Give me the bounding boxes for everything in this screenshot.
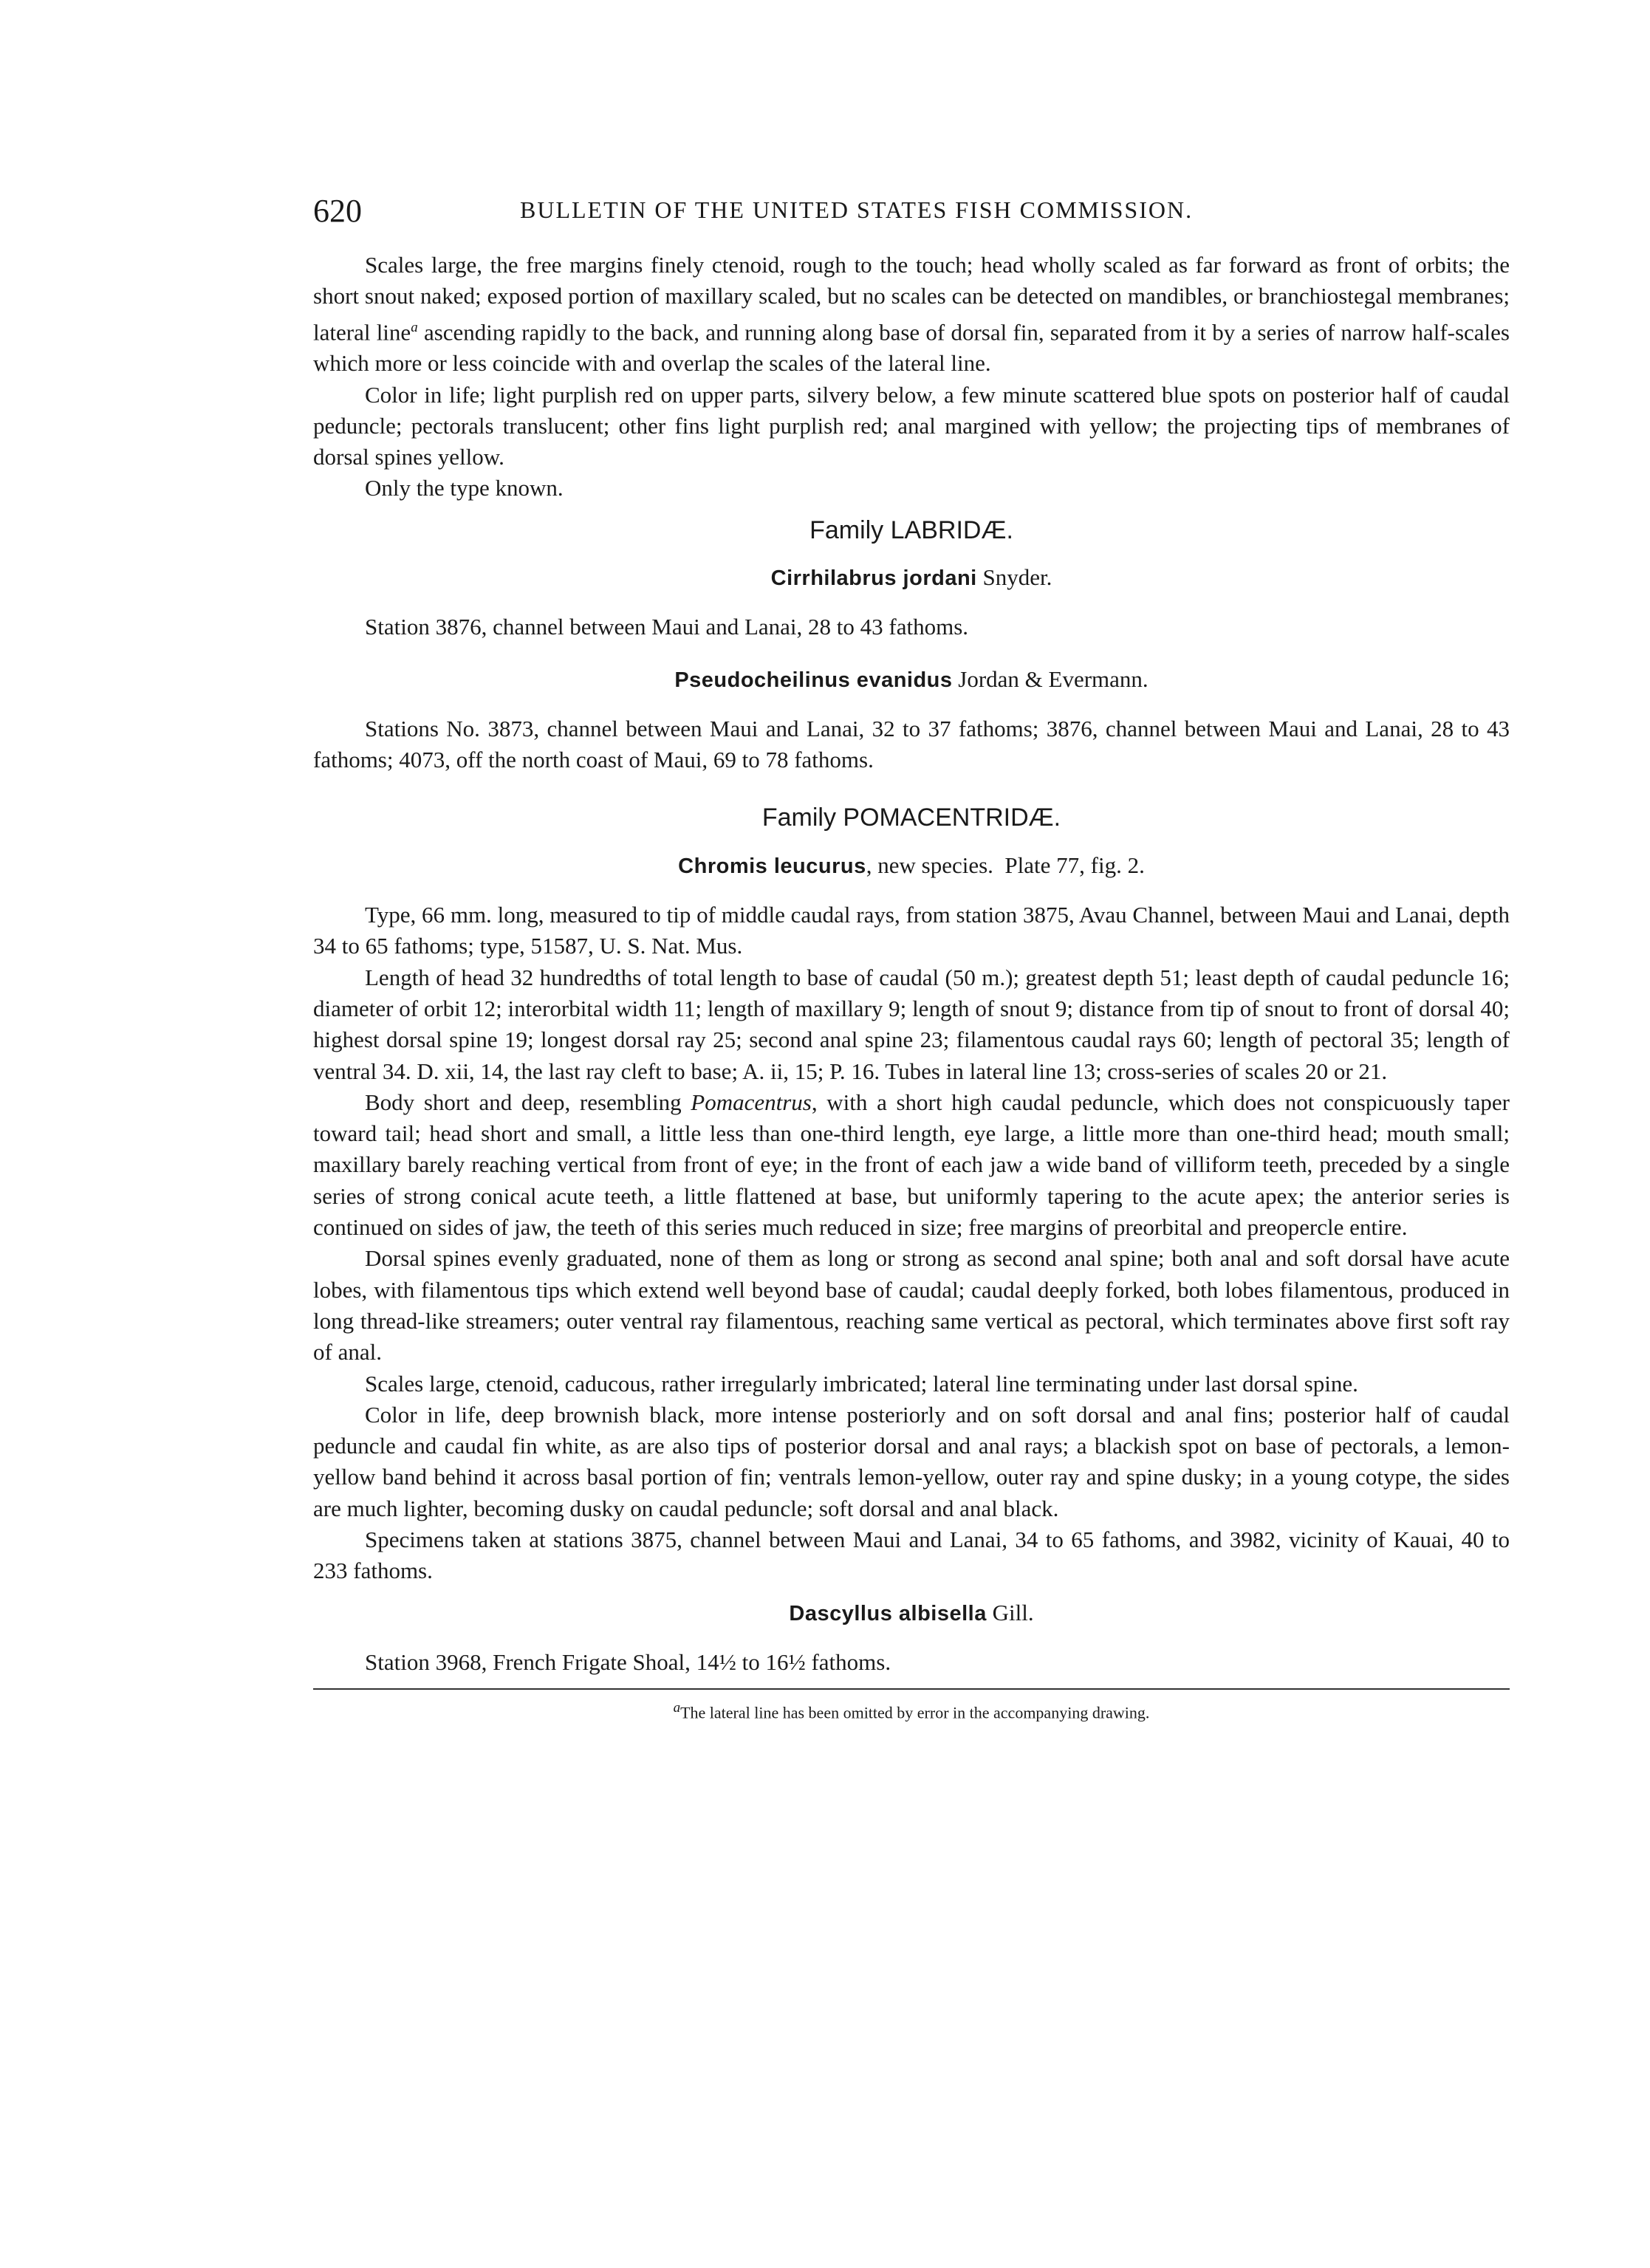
chromis-specimens-paragraph: Specimens taken at stations 3875, channel between Maui and Lanai, 34 to 65 fathoms, and 3982, vicinity of Kauai, 40 to 233 fathoms. <box>313 1527 1510 1584</box>
plate-reference: Plate 77, fig. 2. <box>1004 852 1145 878</box>
intro-text-rest: ascending rapidly to the back, and running along base of dorsal fin, separated from it by a series of narrow half-scales which more or less coincide with and overlap the scales of the lateral line. <box>313 318 1510 377</box>
chromis-color-paragraph: Color in life, deep brownish black, more intense posteriorly and on soft dorsal and anal fins; posterior half of caudal peduncle and caudal fin white, as are also tips of posterior dorsal and anal rays; a blackish spot on base of pectorals, a lemon-yellow band behind it across basal portion of fin; ventrals lemon-yellow, outer ray and spine dusky; in a young cotype, the sides are much lighter, becoming dusky on caudal peduncle; soft dorsal and anal black. <box>313 1401 1510 1521</box>
spacer <box>313 775 1510 792</box>
page-header <box>313 192 1510 236</box>
species-record: Stations No. 3873, channel between Maui and Lanai, 32 to 37 fathoms; 3876, channel between Maui and Lanai, 28 to 43 fathoms; 4073, off the north coast of Maui, 69 to 78 fathoms. <box>313 715 1510 773</box>
footnote <box>313 1697 1510 1724</box>
species-name: Cirrhilabrus jordani <box>770 566 977 590</box>
page-body <box>313 250 1510 1724</box>
body-text-rest: , with a short high caudal peduncle, which does not conspicuously taper toward tail; head short and small, a little less than one-third length, eye large, a little more than one-third head; mouth small; maxillary barely reaching vertical from front of eye; in the front of each jaw a wide band of villiform teeth, preceded by a single series of strong conical acute teeth, a little flattened at base, but uniformly tapering to the acute apex; the anterior series is continued on sides of jaw, the teeth of this series much reduced in size; free margins of preorbital and preopercle entire. <box>313 1089 1510 1241</box>
species-name: Chromis leucurus <box>678 854 866 878</box>
spacer <box>313 643 1510 659</box>
chromis-type-paragraph: Type, 66 mm. long, measured to tip of middle caudal rays, from station 3875, Avau Channel, between Maui and Lanai, depth 34 to 65 fathoms; type, 51587, U. S. Nat. Mus. <box>313 902 1510 959</box>
species-author: Jordan & Evermann. <box>952 665 1149 692</box>
species-record: Station 3968, French Frigate Shoal, 14½ to 16½ fathoms. <box>365 1648 891 1675</box>
species-author: , new species. <box>866 852 993 878</box>
species-heading-pseudocheilinus <box>313 664 1510 696</box>
intro-paragraph-scales <box>313 250 1510 380</box>
intro-text: Scales large, the free margins finely ctenoid, rough to the touch; head wholly scaled as far forward as front of orbits; the short snout naked; exposed portion of maxillary scaled, but no scales can be detected on mandibles, or branchiostegal membranes; lateral line <box>313 252 1510 345</box>
intro-paragraph-color: Color in life; light purplish red on upper parts, silvery below, a few minute scattered blue spots on posterior half of caudal peduncle; pectorals translucent; other fins light purplish red; anal margined with yellow; the projecting tips of membranes of dorsal spines yellow. <box>313 381 1510 470</box>
species-author: Gill. <box>986 1599 1034 1625</box>
species-heading-dascyllus <box>313 1597 1510 1629</box>
running-head: BULLETIN OF THE UNITED STATES FISH COMMISSION. <box>520 196 1194 223</box>
species-name: Dascyllus albisella <box>789 1601 987 1625</box>
footnote-marker: a <box>673 1700 681 1716</box>
genus-name: Pomacentrus <box>691 1089 812 1115</box>
chromis-body-paragraph <box>313 1087 1510 1243</box>
footnote-divider <box>313 1688 1510 1690</box>
chromis-measurements-paragraph: Length of head 32 hundredths of total length to base of caudal (50 m.); greatest depth 51; least depth of caudal peduncle 16; diameter of orbit 12; interorbital width 11; length of maxillary 9; length of snout 9; distance from tip of snout to front of dorsal 40; highest dorsal spine 19; longest dorsal ray 25; second anal spine 23; filamentous caudal rays 60; length of pectoral 35; length of ventral 34. D. xii, 14, the last ray cleft to base; A. ii, 15; P. 16. Tubes in lateral line 13; cross-series of scales 20 or 21. <box>313 964 1510 1084</box>
page-number: 620 <box>313 193 362 229</box>
body-text: Body short and deep, resembling <box>365 1089 691 1115</box>
footnote-text: The lateral line has been omitted by error in the accompanying drawing. <box>680 1703 1150 1722</box>
species-record: Station 3876, channel between Maui and Lanai, 28 to 43 fathoms. <box>365 614 969 640</box>
species-author: Snyder. <box>976 564 1052 590</box>
species-name: Pseudocheilinus evanidus <box>674 668 953 692</box>
family-heading-labridae: Family LABRIDÆ. <box>809 515 1013 544</box>
chromis-scales-paragraph: Scales large, ctenoid, caducous, rather irregularly imbricated; lateral line terminating under last dorsal spine. <box>365 1370 1358 1397</box>
chromis-fins-paragraph: Dorsal spines evenly graduated, none of them as long or strong as second anal spine; both anal and soft dorsal have acute lobes, with filamentous tips which extend well beyond base of caudal; caudal deeply forked, both lobes filamentous, produced in long thread-like streamers; outer ventral ray filamentous, reaching same vertical as pectoral, which terminates above first soft ray of anal. <box>313 1245 1510 1366</box>
family-heading-pomacentridae: Family POMACENTRIDÆ. <box>761 804 1061 832</box>
intro-paragraph-type: Only the type known. <box>365 475 564 501</box>
species-heading-chromis <box>313 850 1510 882</box>
footnote-marker: a <box>411 319 418 335</box>
species-heading-cirrhilabrus <box>313 562 1510 594</box>
